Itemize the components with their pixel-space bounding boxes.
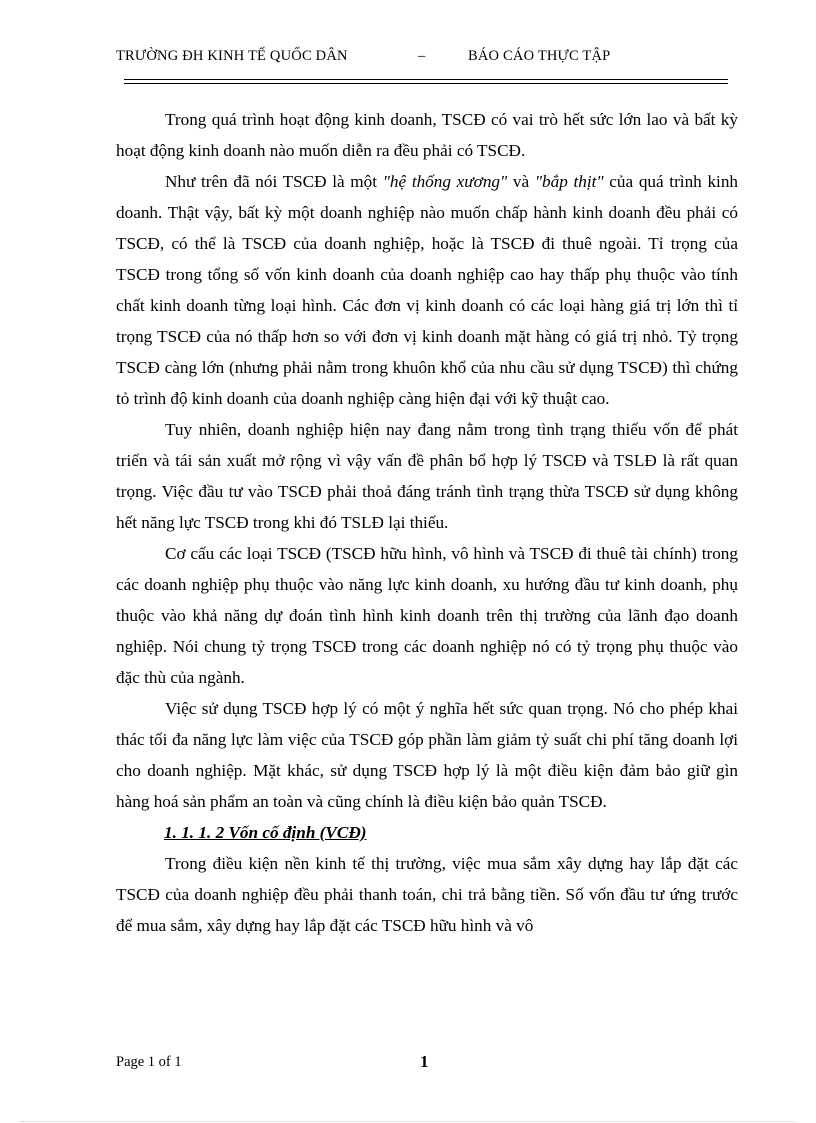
paragraph-4: Cơ cấu các loại TSCĐ (TSCĐ hữu hình, vô hình và TSCĐ đi thuê tài chính) trong các doanh nghiệp phụ thuộc vào năng lực kinh doanh, xu hướng đầu tư kinh doanh, phụ thuộc vào khả năng dự đoán tình hình kinh doanh trên thị trường của lãnh đạo doanh nghiệp. Nói chung tỷ trọng TSCĐ trong các doanh nghiệp nó có tỷ trọng phụ thuộc vào đặc thù của ngành.: [116, 544, 738, 687]
paragraph-6: Trong điều kiện nền kinh tế thị trường, việc mua sắm xây dựng hay lắp đặt các TSCĐ của doanh nghiệp đều phải thanh toán, chi trả bằng tiền. Số vốn đầu tư ứng trước để mua sắm, xây dựng hay lắp đặt các TSCĐ hữu hình và vô: [116, 854, 738, 935]
paragraph-1: Trong quá trình hoạt động kinh doanh, TSCĐ có vai trò hết sức lớn lao và bất kỳ hoạt động kinh doanh nào muốn diễn ra đều phải có TSCĐ.: [116, 110, 738, 160]
phrase-muscle: "bắp thịt": [534, 172, 604, 191]
paragraph-2-part-e: của quá trình kinh doanh. Thật vậy, bất kỳ một doanh nghiệp nào muốn chấp hành kinh doanh đều phải có TSCĐ, có thể là TSCĐ của doanh nghiệp, hoặc là TSCĐ đi thuê ngoài. Tỉ trọng của TSCĐ trong tổng số vốn kinh doanh của doanh nghiệp cao hay thấp phụ thuộc vào tính chất kinh doanh từng loại hình. Các đơn vị kinh doanh có các loại hàng giá trị lớn thì tỉ trọng TSCĐ của nó thấp hơn so với đơn vị kinh doanh mặt hàng có giá trị nhỏ. Tỷ trọng TSCĐ càng lớn (nhưng phải nằm trong khuôn khổ của nhu cầu sử dụng TSCĐ) thì chứng tỏ trình độ kinh doanh của doanh nghiệp càng hiện đại với kỹ thuật cao.: [116, 172, 739, 408]
paragraph-2: [116, 166, 738, 414]
paragraph-2-part-c: và: [507, 172, 535, 191]
header-rule-bottom: [124, 83, 728, 84]
page-bottom-border: [20, 1121, 796, 1122]
header-separator: –: [418, 48, 426, 64]
phrase-bone-system: "hệ thống xương": [382, 172, 508, 191]
footer-page-number: 1: [420, 1052, 429, 1071]
footer-page-label: Page 1 of 1: [116, 1054, 182, 1070]
header-report-title: BÁO CÁO THỰC TẬP: [468, 48, 611, 64]
header-university: TRƯỜNG ĐH KINH TẾ QUỐC DÂN: [116, 48, 348, 64]
header-rule-top: [124, 79, 728, 80]
page-header: [116, 48, 728, 70]
paragraph-3: Tuy nhiên, doanh nghiệp hiện nay đang nằm trong tình trạng thiếu vốn để phát triển và tái sản xuất mở rộng vì vậy vấn đề phân bổ hợp lý TSCĐ và TSLĐ là rất quan trọng. Việc đầu tư vào TSCĐ phải thoả đáng tránh tình trạng thừa TSCĐ sử dụng không hết năng lực TSCĐ trong khi đó TSLĐ lại thiếu.: [116, 420, 738, 532]
section-heading: 1. 1. 1. 2 Vốn cố định (VCĐ): [164, 823, 367, 842]
document-body: [116, 104, 738, 941]
paragraph-2-part-a: Như trên đã nói TSCĐ là một: [165, 172, 383, 191]
paragraph-5: Việc sử dụng TSCĐ hợp lý có một ý nghĩa hết sức quan trọng. Nó cho phép khai thác tối đa năng lực làm việc của TSCĐ góp phần làm giảm tỷ suất chi phí tăng doanh lợi cho doanh nghiệp. Mặt khác, sử dụng TSCĐ hợp lý là một điều kiện đảm bảo giữ gìn hàng hoá sản phẩm an toàn và cũng chính là điều kiện bảo quản TSCĐ.: [116, 699, 738, 811]
